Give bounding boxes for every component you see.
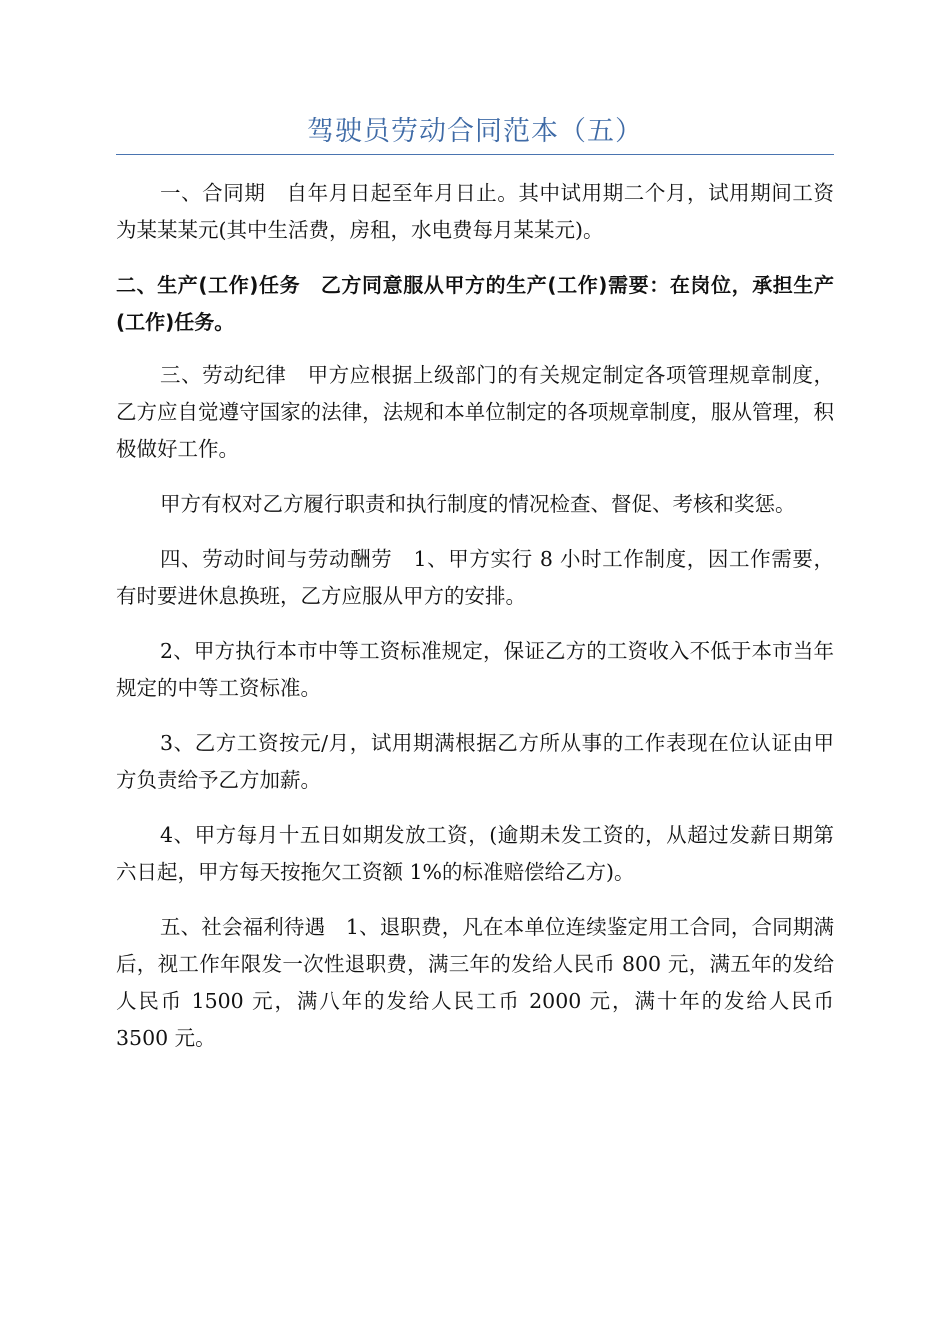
paragraph-inspection-rights: 甲方有权对乙方履行职责和执行制度的情况检查、督促、考核和奖惩。 — [160, 492, 796, 516]
document-body — [116, 175, 834, 1075]
paragraph-payment-date: 4、甲方每月十五日如期发放工资，(逾期未发工资的，从超过发薪日期第六日起，甲方每天按拖欠工资额 1%的标准赔偿给乙方)。 — [116, 823, 834, 884]
paragraph-contract-term: 一、合同期 自年月日起至年月日止。其中试用期二个月，试用期间工资为某某某元(其中生活费，房租，水电费每月某某元)。 — [116, 181, 834, 242]
paragraph-labor-discipline: 三、劳动纪律 甲方应根据上级部门的有关规定制定各项管理规章制度，乙方应自觉遵守国家的法律，法规和本单位制定的各项规章制度，服从管理，积极做好工作。 — [116, 363, 834, 461]
paragraph-wage-standard: 2、甲方执行本市中等工资标准规定，保证乙方的工资收入不低于本市当年规定的中等工资标准。 — [116, 639, 834, 700]
title-underline — [116, 154, 834, 155]
document-title: 驾驶员劳动合同范本（五） — [307, 116, 643, 147]
paragraph-welfare: 五、社会福利待遇 1、退职费，凡在本单位连续鉴定用工合同，合同期满后，视工作年限发一次性退职费，满三年的发给人民币 800 元，满五年的发给人民币 1500 元，满八年的发给人民工币 2000 元，满十年的发给人民币 3500 元。 — [116, 915, 834, 1050]
paragraph-work-task: 二、生产(工作)任务 乙方同意服从甲方的生产(工作)需要：在岗位，承担生产(工作)任务。 — [116, 273, 834, 334]
paragraph-salary-raise: 3、乙方工资按元/月，试用期满根据乙方所从事的工作表现在位认证由甲方负责给予乙方加薪。 — [116, 731, 834, 792]
paragraph-working-hours: 四、劳动时间与劳动酬劳 1、甲方实行 8 小时工作制度，因工作需要，有时要进休息换班，乙方应服从甲方的安排。 — [116, 547, 834, 608]
